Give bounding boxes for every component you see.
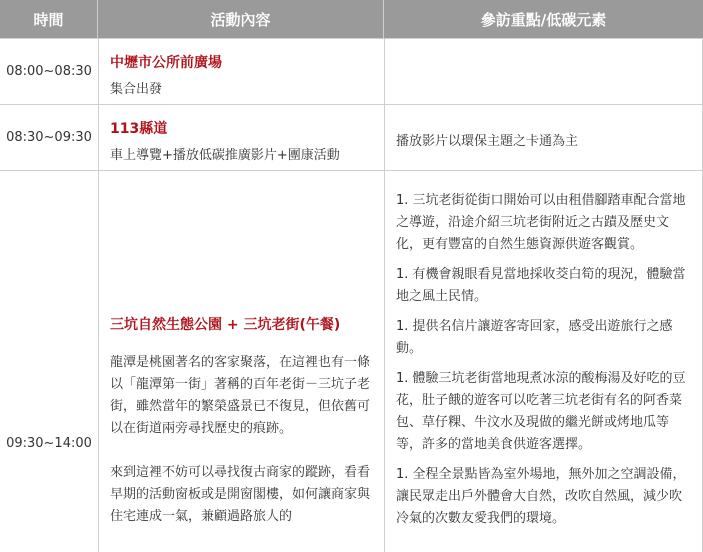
header-activity: 活動內容: [98, 0, 384, 38]
place-name: 中壢市公所前廣場: [110, 55, 222, 71]
table-row: [110, 52, 376, 97]
points-text: 播放影片以環保主題之卡通為主: [396, 134, 579, 149]
list-item: 1. 三坑老街從街口開始可以由租借腳踏車配合當地之導遊，沿途介紹三坑老街附近之古蹟及歷史文化，更有豐富的自然生態資源供遊客觀賞。: [396, 193, 686, 252]
list-item: 1. 體驗三坑老街當地現煮冰涼的酸梅湯及好吃的豆花，肚子餓的遊客可以吃著三坑老街有名的阿香菜包、草仔粿、牛汶水及現做的繼光餅或烤地瓜等等，許多的當地美食供遊客選擇。: [396, 371, 686, 452]
list-item: 1. 提供名信片讓遊客寄回家，感受出遊旅行之感動。: [396, 319, 673, 356]
activity-paragraph: 來到這裡不妨可以尋找復古商家的蹤跡，看看早期的活動窗板或是開窗閣樓，如何讓商家與住宅連成一氣，兼顧過路旅人的: [110, 465, 371, 524]
activity-desc: 車上導覽+播放低碳推廣影片+團康活動: [110, 148, 340, 163]
activity-paragraph: 龍潭是桃園著名的客家聚落，在這裡也有一條以「龍潭第一街」著稱的百年老街－三坑子老街，雖然當年的繁榮盛景已不復見，但依舊可以在街道兩旁尋找歷史的痕跡。: [110, 355, 371, 436]
row-time: 09:30~14:00: [6, 436, 92, 451]
list-item: 1. 有機會親眼看見當地採收茭白筍的現況，體驗當地之風土民情。: [396, 267, 686, 304]
row-divider: [0, 170, 703, 171]
header-points: 參訪重點/低碳元素: [384, 0, 703, 38]
column-divider: [98, 38, 99, 552]
table-row: [110, 118, 376, 163]
activity-desc: 集合出發: [110, 82, 163, 97]
row-divider: [0, 38, 703, 39]
header-time: 時間: [0, 0, 98, 38]
points-list: [396, 190, 692, 538]
place-name: 113縣道: [110, 121, 168, 137]
list-item: 1. 全程全景點皆為室外場地，無外加之空調設備，讓民眾走出戶外體會大自然，改吹自然風，減少吹冷氣的次數友愛我們的環境。: [396, 467, 686, 526]
table-row: [110, 314, 370, 528]
place-name: 三坑自然生態公園 + 三坑老街(午餐): [110, 317, 341, 333]
column-divider: [384, 38, 385, 552]
row-time: 08:30~09:30: [6, 130, 92, 145]
row-divider: [0, 104, 703, 105]
row-time: 08:00~08:30: [6, 64, 92, 79]
